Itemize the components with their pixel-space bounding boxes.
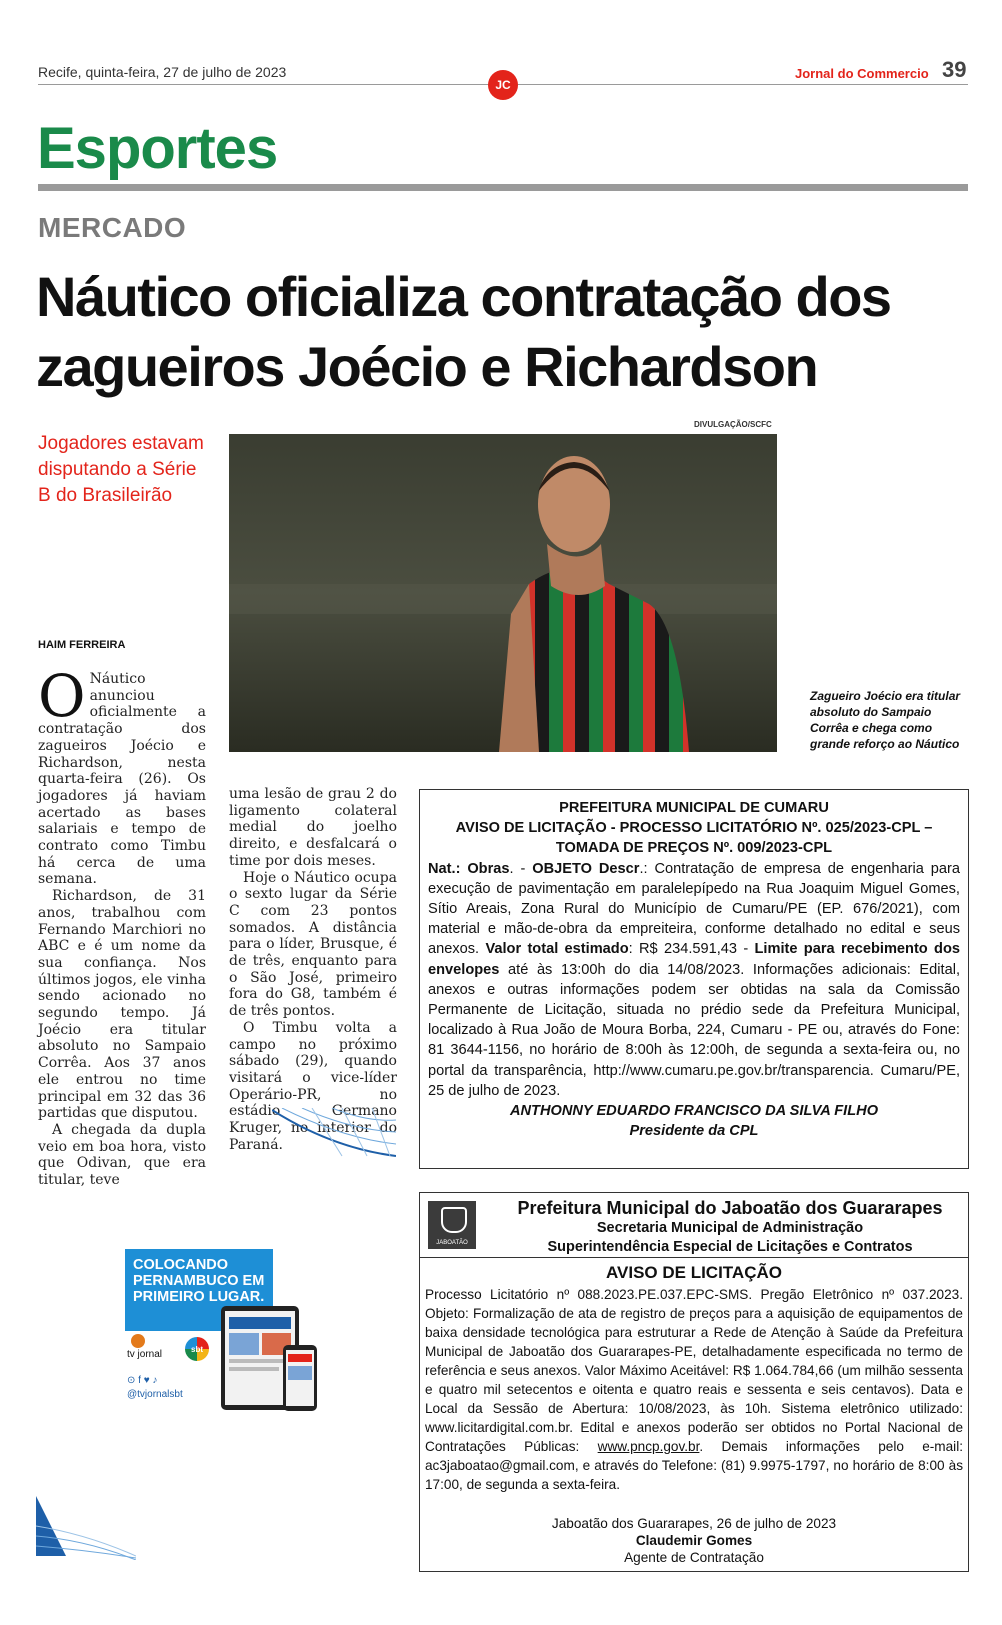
page-date: Recife, quinta-feira, 27 de julho de 2023 — [38, 64, 287, 80]
paragraph-5: Hoje o Náutico ocupa o sexto lugar da Série C com 23 pontos somados. A distância para o líder, Brusque, é de três, enquanto para o São José, primeiro fora do G8, também é de três pontos. — [229, 869, 397, 1020]
headline-line-2: zagueiros Joécio e Richardson — [36, 335, 818, 398]
social-icons: ⊙ f ♥ ♪ — [127, 1375, 158, 1386]
article-subhead: Jogadores estavam disputando a Série B do Brasileirão — [38, 433, 204, 506]
section-title: Esportes — [37, 116, 278, 181]
notice1-title-2: AVISO DE LICITAÇÃO - PROCESSO LICITATÓRIO Nº. 025/2023-CPL – — [455, 820, 933, 837]
jaboatao-seal-icon: JABOATÃO — [428, 1201, 476, 1249]
notice2-title: AVISO DE LICITAÇÃO — [606, 1263, 782, 1282]
notice1-signer-role: Presidente da CPL — [629, 1123, 759, 1140]
notice2-body: Processo Licitatório nº 088.2023.PE.037.EPC-SMS. Pregão Eletrônico nº 037.2023. Objeto: Formalização de ata de registro de preços para a aquisição de equipamentos de baixa densidade tecnológica para estruturar a Rede de Atenção à Saúde da Prefeitura Municipal de Jaboatão dos Guararapes-PE, detalhadamente especificada no termo de referência e seus anexos. Valor Máximo Aceitável: R$ 1.064.784,66 (um milhão sessenta e quatro mil setecentos e oitenta e quatro reais e sessenta e seis centavos). Data e Local da Sessão de Abertura: 10/08/2023, às 10h. Sistema eletrônico utilizado: www.licitardigital.com.br. Edital e anexos poderão ser obtidos no Portal Nacional de Contratações Públicas: www.pncp.gov.br. Demais informações pelo e-mail: ac3jaboatao@gmail.com, e através do Telefone: (81) 9.9975-1797, no horário de 8:00 às 17:00, de segunda a sexta-feira. — [425, 1287, 964, 1492]
photo-credit: DIVULGAÇÃO/SCFC — [694, 420, 772, 429]
tvjornal-ad[interactable] — [125, 1249, 325, 1417]
section-rule — [38, 184, 968, 191]
player-illustration — [229, 434, 777, 752]
notice1-signer: ANTHONNY EDUARDO FRANCISCO DA SILVA FILHO — [509, 1103, 879, 1120]
tvjornal-brand: tv jornal — [127, 1349, 163, 1360]
pncp-link[interactable]: www.pncp.gov.br — [597, 1439, 700, 1454]
newspaper-name: Jornal do Commercio — [795, 66, 929, 81]
ad-handle: @tvjornalsbt — [127, 1389, 183, 1400]
notice2-org: Prefeitura Municipal do Jaboatão dos Guararapes Secretaria Municipal de Administração Superintendência Especial de Licitações e Contratos — [517, 1198, 943, 1255]
headline-line-1: Náutico oficializa contratação dos — [36, 265, 891, 328]
article-headline — [36, 262, 976, 402]
notice2-header — [420, 1193, 968, 1258]
article-column-2 — [229, 786, 397, 1153]
corner-net-icon — [36, 1496, 136, 1560]
phone-icon — [283, 1345, 317, 1411]
paragraph-1: O Náutico anunciou oficialmente a contratação dos zagueiros Joécio e Richardson, nesta quarta-feira (26). Os jogadores já haviam acertado as bases salariais e tempo de contrato como Timbu há cerca de uma semana. — [38, 662, 206, 888]
notice2-footer: Jaboatão dos Guararapes, 26 de julho de 2023 Claudemir Gomes Agente de Contratação — [551, 1516, 837, 1565]
article-column-1 — [38, 662, 206, 1189]
notice-jaboatao — [419, 1192, 969, 1572]
paragraph-4: uma lesão de grau 2 do ligamento colateral medial do joelho direito, e desfalcará o time por dois meses. — [229, 786, 397, 869]
paragraph-3: A chegada da dupla veio em boa hora, visto que Odivan, que era titular, teve — [38, 1121, 206, 1189]
page-number: 39 — [942, 57, 967, 82]
notice-cumaru — [419, 789, 969, 1169]
article-photo — [229, 434, 777, 752]
ad-tagline: COLOCANDO PERNAMBUCO EM PRIMEIRO LUGAR. — [133, 1257, 265, 1305]
sbt-logo-icon: sbt — [185, 1337, 209, 1361]
article-kicker: MERCADO — [38, 212, 187, 243]
notice1-title-3: TOMADA DE PREÇOS Nº. 009/2023-CPL — [555, 840, 833, 857]
notice1-title-1: PREFEITURA MUNICIPAL DE CUMARU — [559, 800, 829, 816]
dropcap: O — [38, 662, 86, 730]
notice1-body: Nat.: Obras. - OBJETO Descr.: Contratação de empresa de engenharia para execução de pavimentação em paralelepípedo na Rua Joaquim Miguel Gomes, Sítio Areais, Zona Rural do Município de Cumaru/PE (EP. 676/2021), com material e mão-de-obra da empreiteira, conforme detalhado no edital e seus anexos. Valor total estimado: R$ 234.591,43 - Limite para recebimento dos envelopes até às 13:00h do dia 14/08/2023. Informações adicionais: Edital, anexos e outras informações podem ser obtidas na sala da Comissão Permanente de Licitação, situada no prédio sede da Prefeitura Municipal, localizado à Rua João de Moura Borba, 224, Cumaru - PE ou, através do Fone: 81 3644-1156, no horário de 8:00h às 12:00h, de segunda a sexta-feira ou, no portal da transparência, http://www.cumaru.pe.gov.br/transparencia. Cumaru/PE, 25 de julho de 2023. — [428, 860, 960, 1099]
photo-caption: Zagueiro Joécio era titular absoluto do Sampaio Corrêa e chega como grande reforço ao Náutico — [810, 689, 961, 751]
tvjornal-logo-icon — [131, 1334, 145, 1348]
paragraph-6: O Timbu volta a campo no próximo sábado (29), quando visitará o vice-líder Operário-PR, no estádio Germano Kruger, no interior do Paraná. — [229, 1019, 397, 1153]
net-decoration-icon — [272, 1108, 396, 1158]
jc-logo: JC — [488, 70, 518, 100]
article-byline: HAIM FERREIRA — [38, 639, 126, 651]
paragraph-2: Richardson, de 31 anos, trabalhou com Fernando Marchiori no ABC e é um nome da sua confiança. Nos últimos jogos, ele vinha sendo acionado no segundo tempo. Já Joécio era titular absoluto no Sampaio Corrêa. Aos 37 anos ele entrou no time principal em 32 das 36 partidas que disputou. — [38, 888, 206, 1122]
